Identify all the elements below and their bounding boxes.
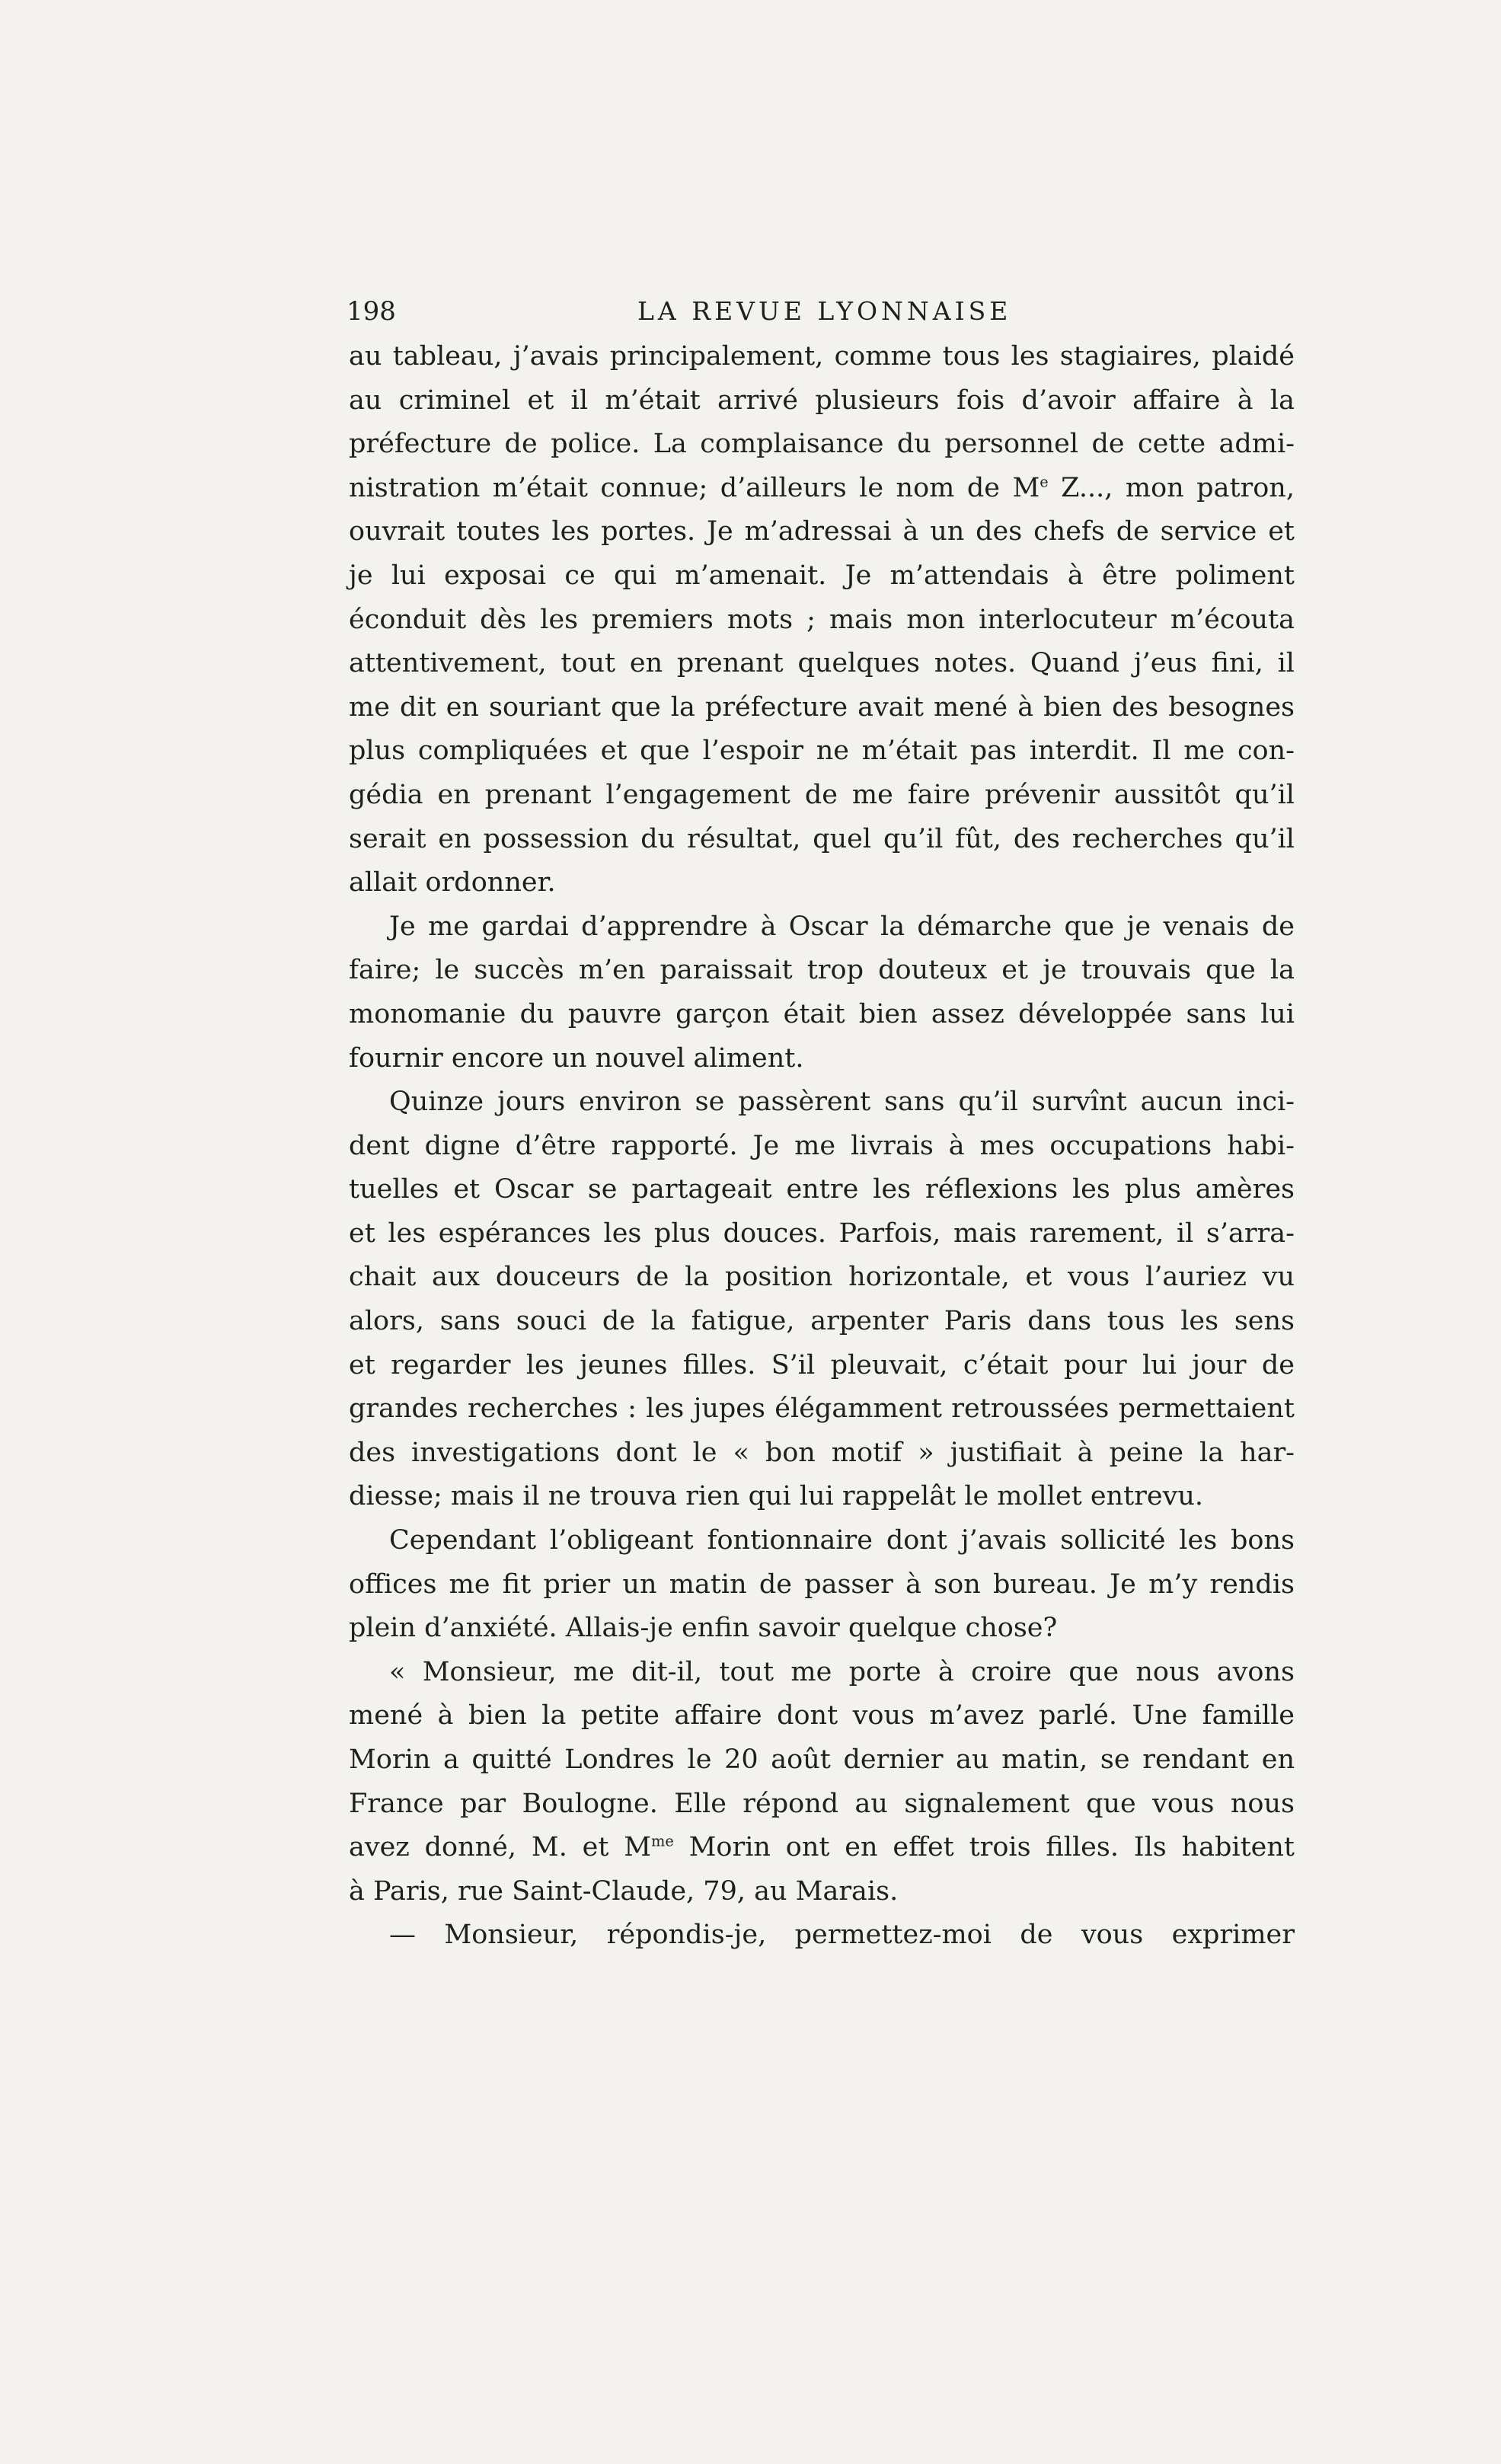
text-line: des investigations dont le « bon motif » justifiait à peine la har-: [349, 1437, 1295, 1468]
superscript: me: [651, 1832, 674, 1850]
text-line-with-superscript: [349, 1826, 1295, 1870]
page-header: [347, 291, 1291, 332]
superscript: e: [1040, 473, 1049, 491]
running-title: LA REVUE LYONNAISE: [637, 296, 1012, 326]
text-line: mené à bien la petite affaire dont vous m’avez parlé. Une famille: [349, 1700, 1295, 1732]
text-line: diesse; mais il ne trouva rien qui lui rappelât le mollet entrevu.: [349, 1481, 1204, 1512]
page-number: 198: [347, 296, 396, 327]
text-line: monomanie du pauvre garçon était bien assez développée sans lui: [349, 998, 1295, 1029]
text-line: attentivement, tout en prenant quelques notes. Quand j’eus fini, il: [349, 648, 1295, 679]
text-line: éconduit dès les premiers mots ; mais mon interlocuteur m’écouta: [349, 604, 1295, 635]
text-line: faire; le succès m’en paraissait trop douteux et je trouvais que la: [349, 955, 1295, 986]
text-line-with-superscript: [349, 467, 1295, 511]
text-line: gédia en prenant l’engagement de me faire prévenir aussitôt qu’il: [349, 779, 1295, 810]
text-line: ouvrait toutes les portes. Je m’adressai à un des chefs de service et: [349, 516, 1295, 547]
text-line: Morin a quitté Londres le 20 août dernier au matin, se rendant en: [349, 1744, 1295, 1775]
text-line: à Paris, rue Saint-Claude, 79, au Marais.: [349, 1875, 899, 1907]
text-line: alors, sans souci de la fatigue, arpenter Paris dans tous les sens: [349, 1306, 1295, 1337]
body-text: [349, 335, 1295, 1958]
text-fragment: Morin ont en effet trois filles. Ils habitent: [673, 1832, 1295, 1863]
text-line: je lui exposai ce qui m’amenait. Je m’attendais à être poliment: [349, 560, 1295, 591]
text-line: fournir encore un nouvel aliment.: [349, 1042, 804, 1074]
text-line: « Monsieur, me dit-il, tout me porte à croire que nous avons: [389, 1656, 1295, 1687]
text-fragment: nistration m’était connue; d’ailleurs le nom de M: [349, 472, 1040, 503]
text-line: — Monsieur, répondis-je, permettez-moi de vous exprimer: [389, 1920, 1295, 1951]
text-line: serait en possession du résultat, quel qu’il fût, des recherches qu’il: [349, 823, 1295, 854]
text-line: Cependant l’obligeant fontionnaire dont j’avais sollicité les bons: [389, 1525, 1295, 1556]
text-line: et regarder les jeunes filles. S’il pleuvait, c’était pour lui jour de: [349, 1349, 1295, 1380]
text-line: au tableau, j’avais principalement, comme tous les stagiaires, plaidé: [349, 341, 1295, 372]
text-line: grandes recherches : les jupes élégamment retroussées permettaient: [349, 1393, 1295, 1425]
text-line: tuelles et Oscar se partageait entre les réflexions les plus amères: [349, 1174, 1295, 1205]
text-line: allait ordonner.: [349, 867, 556, 898]
text-line: et les espérances les plus douces. Parfois, mais rarement, il s’arra-: [349, 1218, 1295, 1249]
text-line: dent digne d’être rapporté. Je me livrais à mes occupations habi-: [349, 1130, 1295, 1161]
text-line: préfecture de police. La complaisance du personnel de cette admi-: [349, 429, 1295, 460]
text-line: chait aux douceurs de la position horizontale, et vous l’auriez vu: [349, 1262, 1295, 1293]
text-line: me dit en souriant que la préfecture avait mené à bien des besognes: [349, 691, 1295, 723]
text-fragment: Z..., mon patron,: [1048, 472, 1295, 503]
text-line: Quinze jours environ se passèrent sans qu’il survînt aucun inci-: [389, 1087, 1295, 1118]
text-line: France par Boulogne. Elle répond au signalement que vous nous: [349, 1788, 1295, 1819]
text-line: au criminel et il m’était arrivé plusieurs fois d’avoir affaire à la: [349, 385, 1295, 416]
text-line: offices me fit prier un matin de passer à son bureau. Je m’y rendis: [349, 1569, 1295, 1600]
text-line: plus compliquées et que l’espoir ne m’était pas interdit. Il me con-: [349, 736, 1295, 767]
text-line: Je me gardai d’apprendre à Oscar la démarche que je venais de: [389, 911, 1295, 942]
text-fragment: avez donné, M. et M: [349, 1832, 652, 1863]
text-line: plein d’anxiété. Allais-je enfin savoir quelque chose?: [349, 1613, 1058, 1644]
